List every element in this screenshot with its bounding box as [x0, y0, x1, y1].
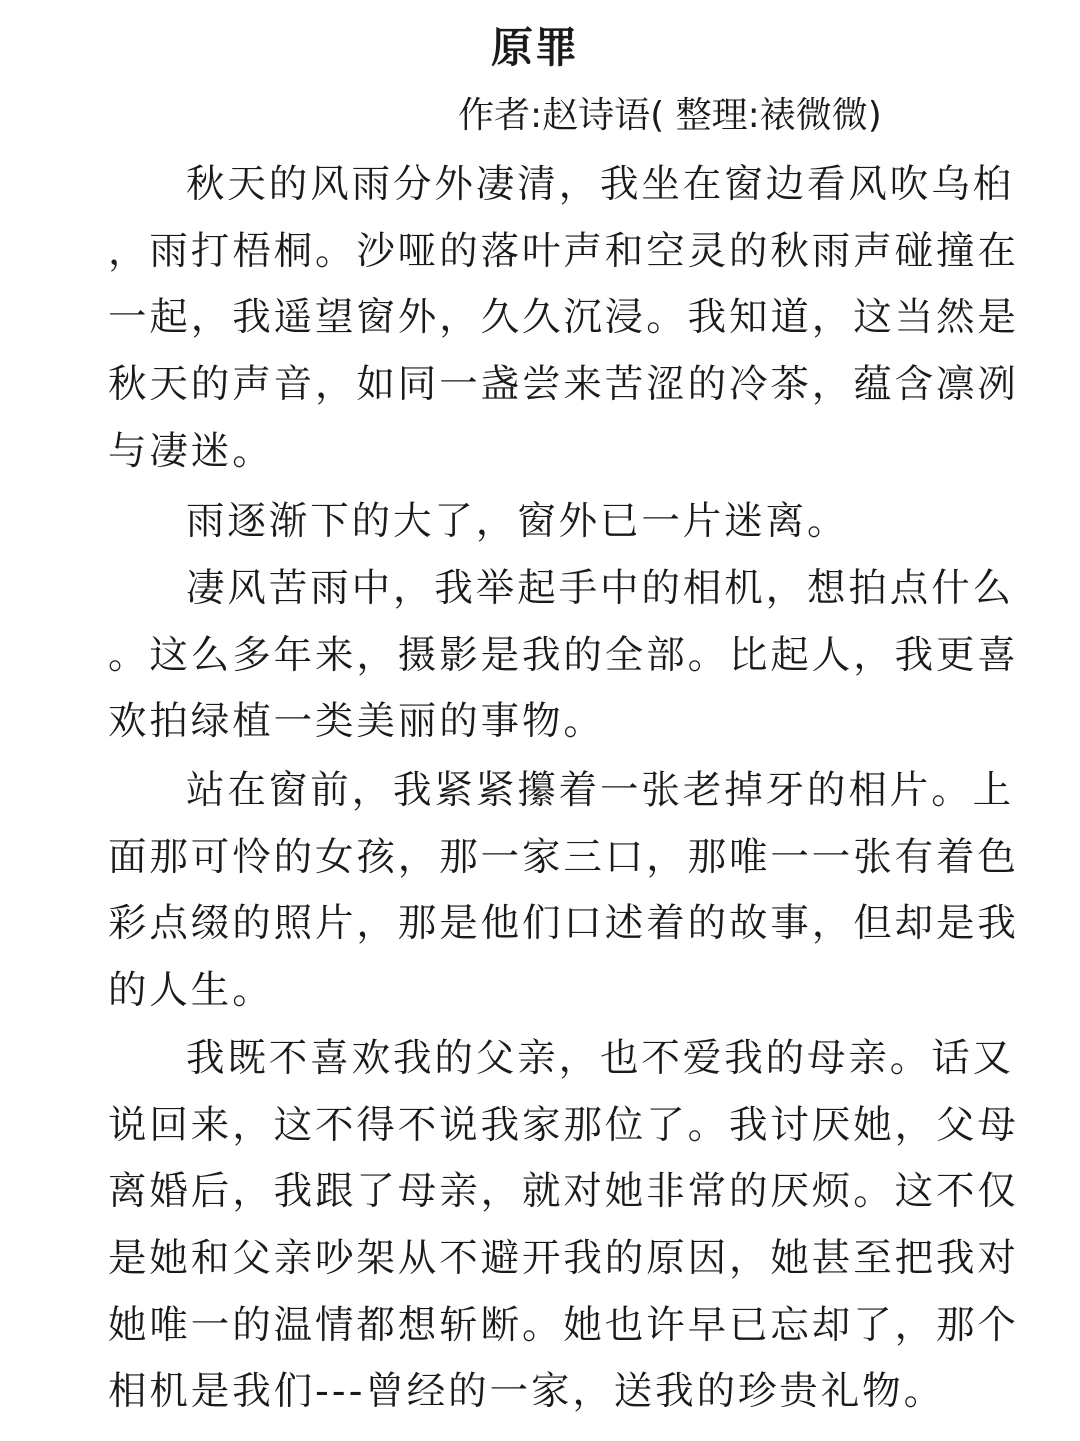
text-line: 的人生。: [108, 968, 274, 1014]
text-line: 是她和父亲吵架从不避开我的原因，她甚至把我对: [108, 1236, 1019, 1282]
text-line: ，雨打梧桐。沙哑的落叶声和空灵的秋雨声碰撞在: [108, 228, 1019, 274]
text-line: 我既不喜欢我的父亲，也不爱我的母亲。话又: [186, 1036, 1015, 1081]
text-line: 说回来，这不得不说我家那位了。我讨厌她，父母: [108, 1102, 1019, 1148]
text-line: 站在窗前，我紧紧攥着一张老掉牙的相片。上: [186, 768, 1015, 813]
paragraph-5: [108, 1026, 1019, 1426]
text-line: 凄风苦雨中，我举起手中的相机，想拍点什么: [186, 566, 1015, 611]
paragraph-1: [108, 152, 1019, 485]
text-line: 一起，我遥望窗外，久久沉浸。我知道，这当然是: [108, 295, 1019, 341]
paragraph-3: [108, 556, 1019, 756]
text-line: 面那可怜的女孩，那一家三口，那唯一一张有着色: [108, 834, 1019, 880]
text-line: 她唯一的温情都想斩断。她也许早已忘却了，那个: [108, 1302, 1019, 1348]
text-line: 秋天的风雨分外凄清，我坐在窗边看风吹乌桕: [186, 162, 1015, 207]
text-line: 雨逐渐下的大了，窗外已一片迷离。: [186, 499, 849, 544]
paragraph-2: [108, 489, 1008, 556]
text-line: 。这么多年来，摄影是我的全部。比起人，我更喜: [108, 632, 1019, 678]
paragraph-4: [108, 758, 1019, 1025]
text-line: 相机是我们---曾经的一家，送我的珍贵礼物。: [108, 1369, 945, 1415]
text-line: 彩点缀的照片，那是他们口述着的故事，但却是我: [108, 901, 1019, 947]
author-byline: 作者:赵诗语( 整理:裱微微): [458, 95, 882, 136]
text-line: 与凄迷。: [108, 428, 274, 474]
text-line: 秋天的声音，如同一盏尝来苦涩的冷茶，蕴含凛冽: [108, 362, 1019, 408]
text-line: 离婚后，我跟了母亲，就对她非常的厌烦。这不仅: [108, 1169, 1019, 1215]
document-title: 原罪: [490, 23, 579, 72]
text-line: 欢拍绿植一类美丽的事物。: [108, 699, 605, 745]
